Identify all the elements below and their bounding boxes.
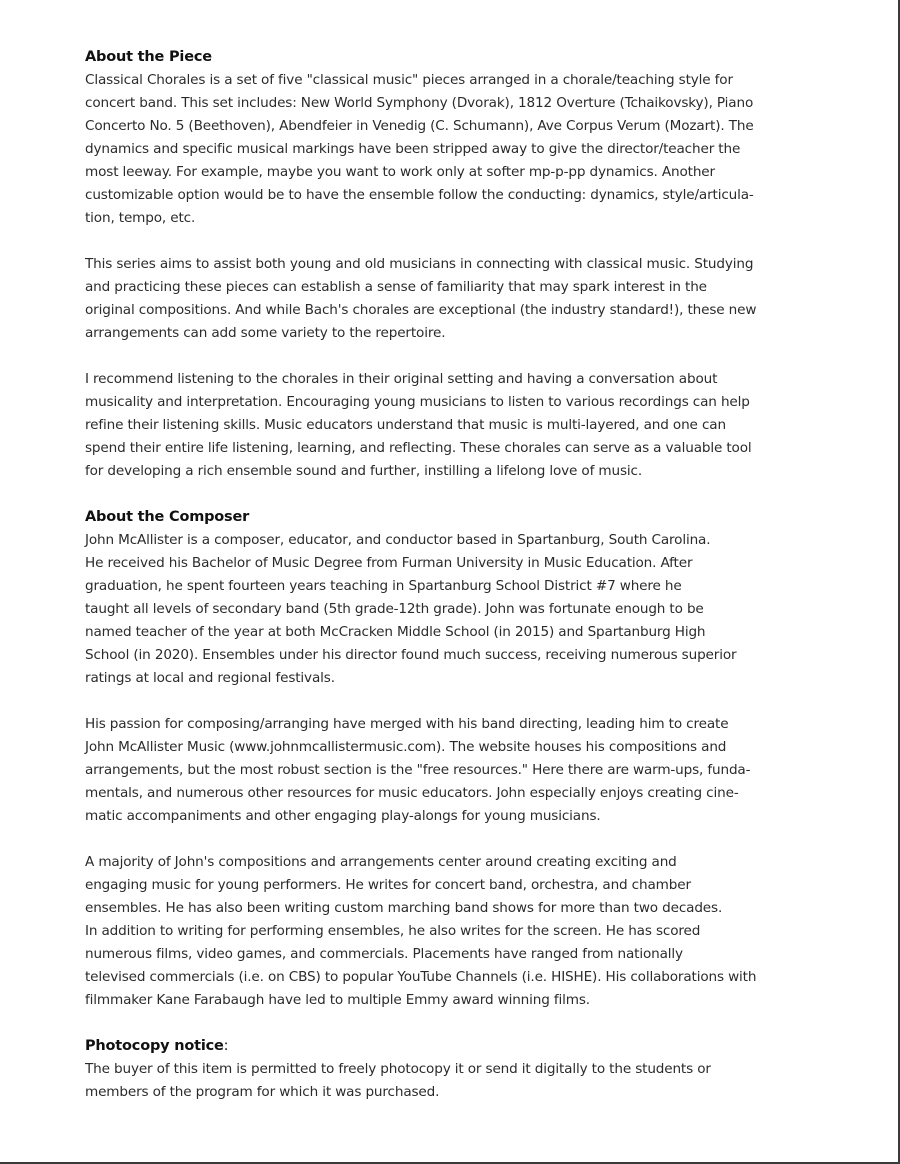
text-line: engaging music for young performers. He writes for concert band, orchestra, and chamber xyxy=(85,877,691,893)
text-line: filmmaker Kane Farabaugh have led to multiple Emmy award winning films. xyxy=(85,992,590,1008)
heading-photocopy-notice xyxy=(85,1035,815,1058)
text-line: John McAllister is a composer, educator, and conductor based in Spartanburg, South Carolina. xyxy=(85,532,711,548)
text-line: refine their listening skills. Music educators understand that music is multi-layered, and one can xyxy=(85,417,726,433)
text-line: original compositions. And while Bach's chorales are exceptional (the industry standard!), these new xyxy=(85,302,757,318)
paragraph-piece-overview xyxy=(85,69,815,230)
text-line: customizable option would be to have the ensemble follow the conducting: dynamics, style/articula- xyxy=(85,187,754,203)
paragraph-photocopy-notice xyxy=(85,1058,815,1104)
text-line: In addition to writing for performing ensembles, he also writes for the screen. He has scored xyxy=(85,923,701,939)
paragraph-composer-passion xyxy=(85,713,815,828)
paragraph-recommendation xyxy=(85,368,815,483)
text-line: matic accompaniments and other engaging play-alongs for young musicians. xyxy=(85,808,601,824)
text-line: This series aims to assist both young and old musicians in connecting with classical music. Studying xyxy=(85,256,754,272)
heading-colon: : xyxy=(223,1038,229,1054)
text-line: mentals, and numerous other resources for music educators. John especially enjoys creating cine- xyxy=(85,785,739,801)
text-line: graduation, he spent fourteen years teaching in Spartanburg School District #7 where he xyxy=(85,578,682,594)
paragraph-spacer xyxy=(85,690,815,713)
text-line: tion, tempo, etc. xyxy=(85,210,196,226)
text-line: arrangements, but the most robust section is the "free resources." Here there are warm-ups, funda- xyxy=(85,762,751,778)
text-line: and practicing these pieces can establish a sense of familiarity that may spark interest in the xyxy=(85,279,707,295)
text-line: John McAllister Music (www.johnmcallistermusic.com). The website houses his compositions and xyxy=(85,739,727,755)
text-line: numerous films, video games, and commercials. Placements have ranged from nationally xyxy=(85,946,683,962)
paragraph-spacer xyxy=(85,828,815,851)
text-line: taught all levels of secondary band (5th grade-12th grade). John was fortunate enough to be xyxy=(85,601,704,617)
heading-about-the-composer: About the Composer xyxy=(85,509,250,525)
paragraph-spacer xyxy=(85,483,815,506)
heading-about-the-piece: About the Piece xyxy=(85,49,212,65)
text-line: arrangements can add some variety to the repertoire. xyxy=(85,325,446,341)
text-line: concert band. This set includes: New World Symphony (Dvorak), 1812 Overture (Tchaikovsky), Piano xyxy=(85,95,754,111)
paragraph-series-aims xyxy=(85,253,815,345)
text-line: ratings at local and regional festivals. xyxy=(85,670,335,686)
paragraph-spacer xyxy=(85,230,815,253)
heading-photocopy-notice-text: Photocopy notice xyxy=(85,1038,224,1054)
text-line: dynamics and specific musical markings have been stripped away to give the director/teacher the xyxy=(85,141,741,157)
text-line: named teacher of the year at both McCracken Middle School (in 2015) and Spartanburg High xyxy=(85,624,706,640)
paragraph-spacer xyxy=(85,345,815,368)
text-line: School (in 2020). Ensembles under his director found much success, receiving numerous superior xyxy=(85,647,737,663)
text-line: The buyer of this item is permitted to freely photocopy it or send it digitally to the students or xyxy=(85,1061,711,1077)
text-line: Classical Chorales is a set of five "classical music" pieces arranged in a chorale/teaching style for xyxy=(85,72,733,88)
document-content xyxy=(85,46,815,1104)
text-line: spend their entire life listening, learning, and reflecting. These chorales can serve as a valuable tool xyxy=(85,440,752,456)
paragraph-composer-works xyxy=(85,851,815,1012)
paragraph-spacer xyxy=(85,1012,815,1035)
text-line: for developing a rich ensemble sound and further, instilling a lifelong love of music. xyxy=(85,463,643,479)
text-line: most leeway. For example, maybe you want to work only at softer mp-p-pp dynamics. Another xyxy=(85,164,715,180)
text-line: His passion for composing/arranging have merged with his band directing, leading him to create xyxy=(85,716,729,732)
text-line: He received his Bachelor of Music Degree from Furman University in Music Education. After xyxy=(85,555,693,571)
paragraph-composer-bio xyxy=(85,529,815,690)
text-line: Concerto No. 5 (Beethoven), Abendfeier in Venedig (C. Schumann), Ave Corpus Verum (Mozart). The xyxy=(85,118,754,134)
text-line: ensembles. He has also been writing custom marching band shows for more than two decades. xyxy=(85,900,723,916)
text-line: musicality and interpretation. Encouraging young musicians to listen to various recordings can help xyxy=(85,394,750,410)
text-line: members of the program for which it was purchased. xyxy=(85,1084,440,1100)
text-line: A majority of John's compositions and arrangements center around creating exciting and xyxy=(85,854,677,870)
text-line: televised commercials (i.e. on CBS) to popular YouTube Channels (i.e. HISHE). His collaborations with xyxy=(85,969,757,985)
text-line: I recommend listening to the chorales in their original setting and having a conversation about xyxy=(85,371,718,387)
